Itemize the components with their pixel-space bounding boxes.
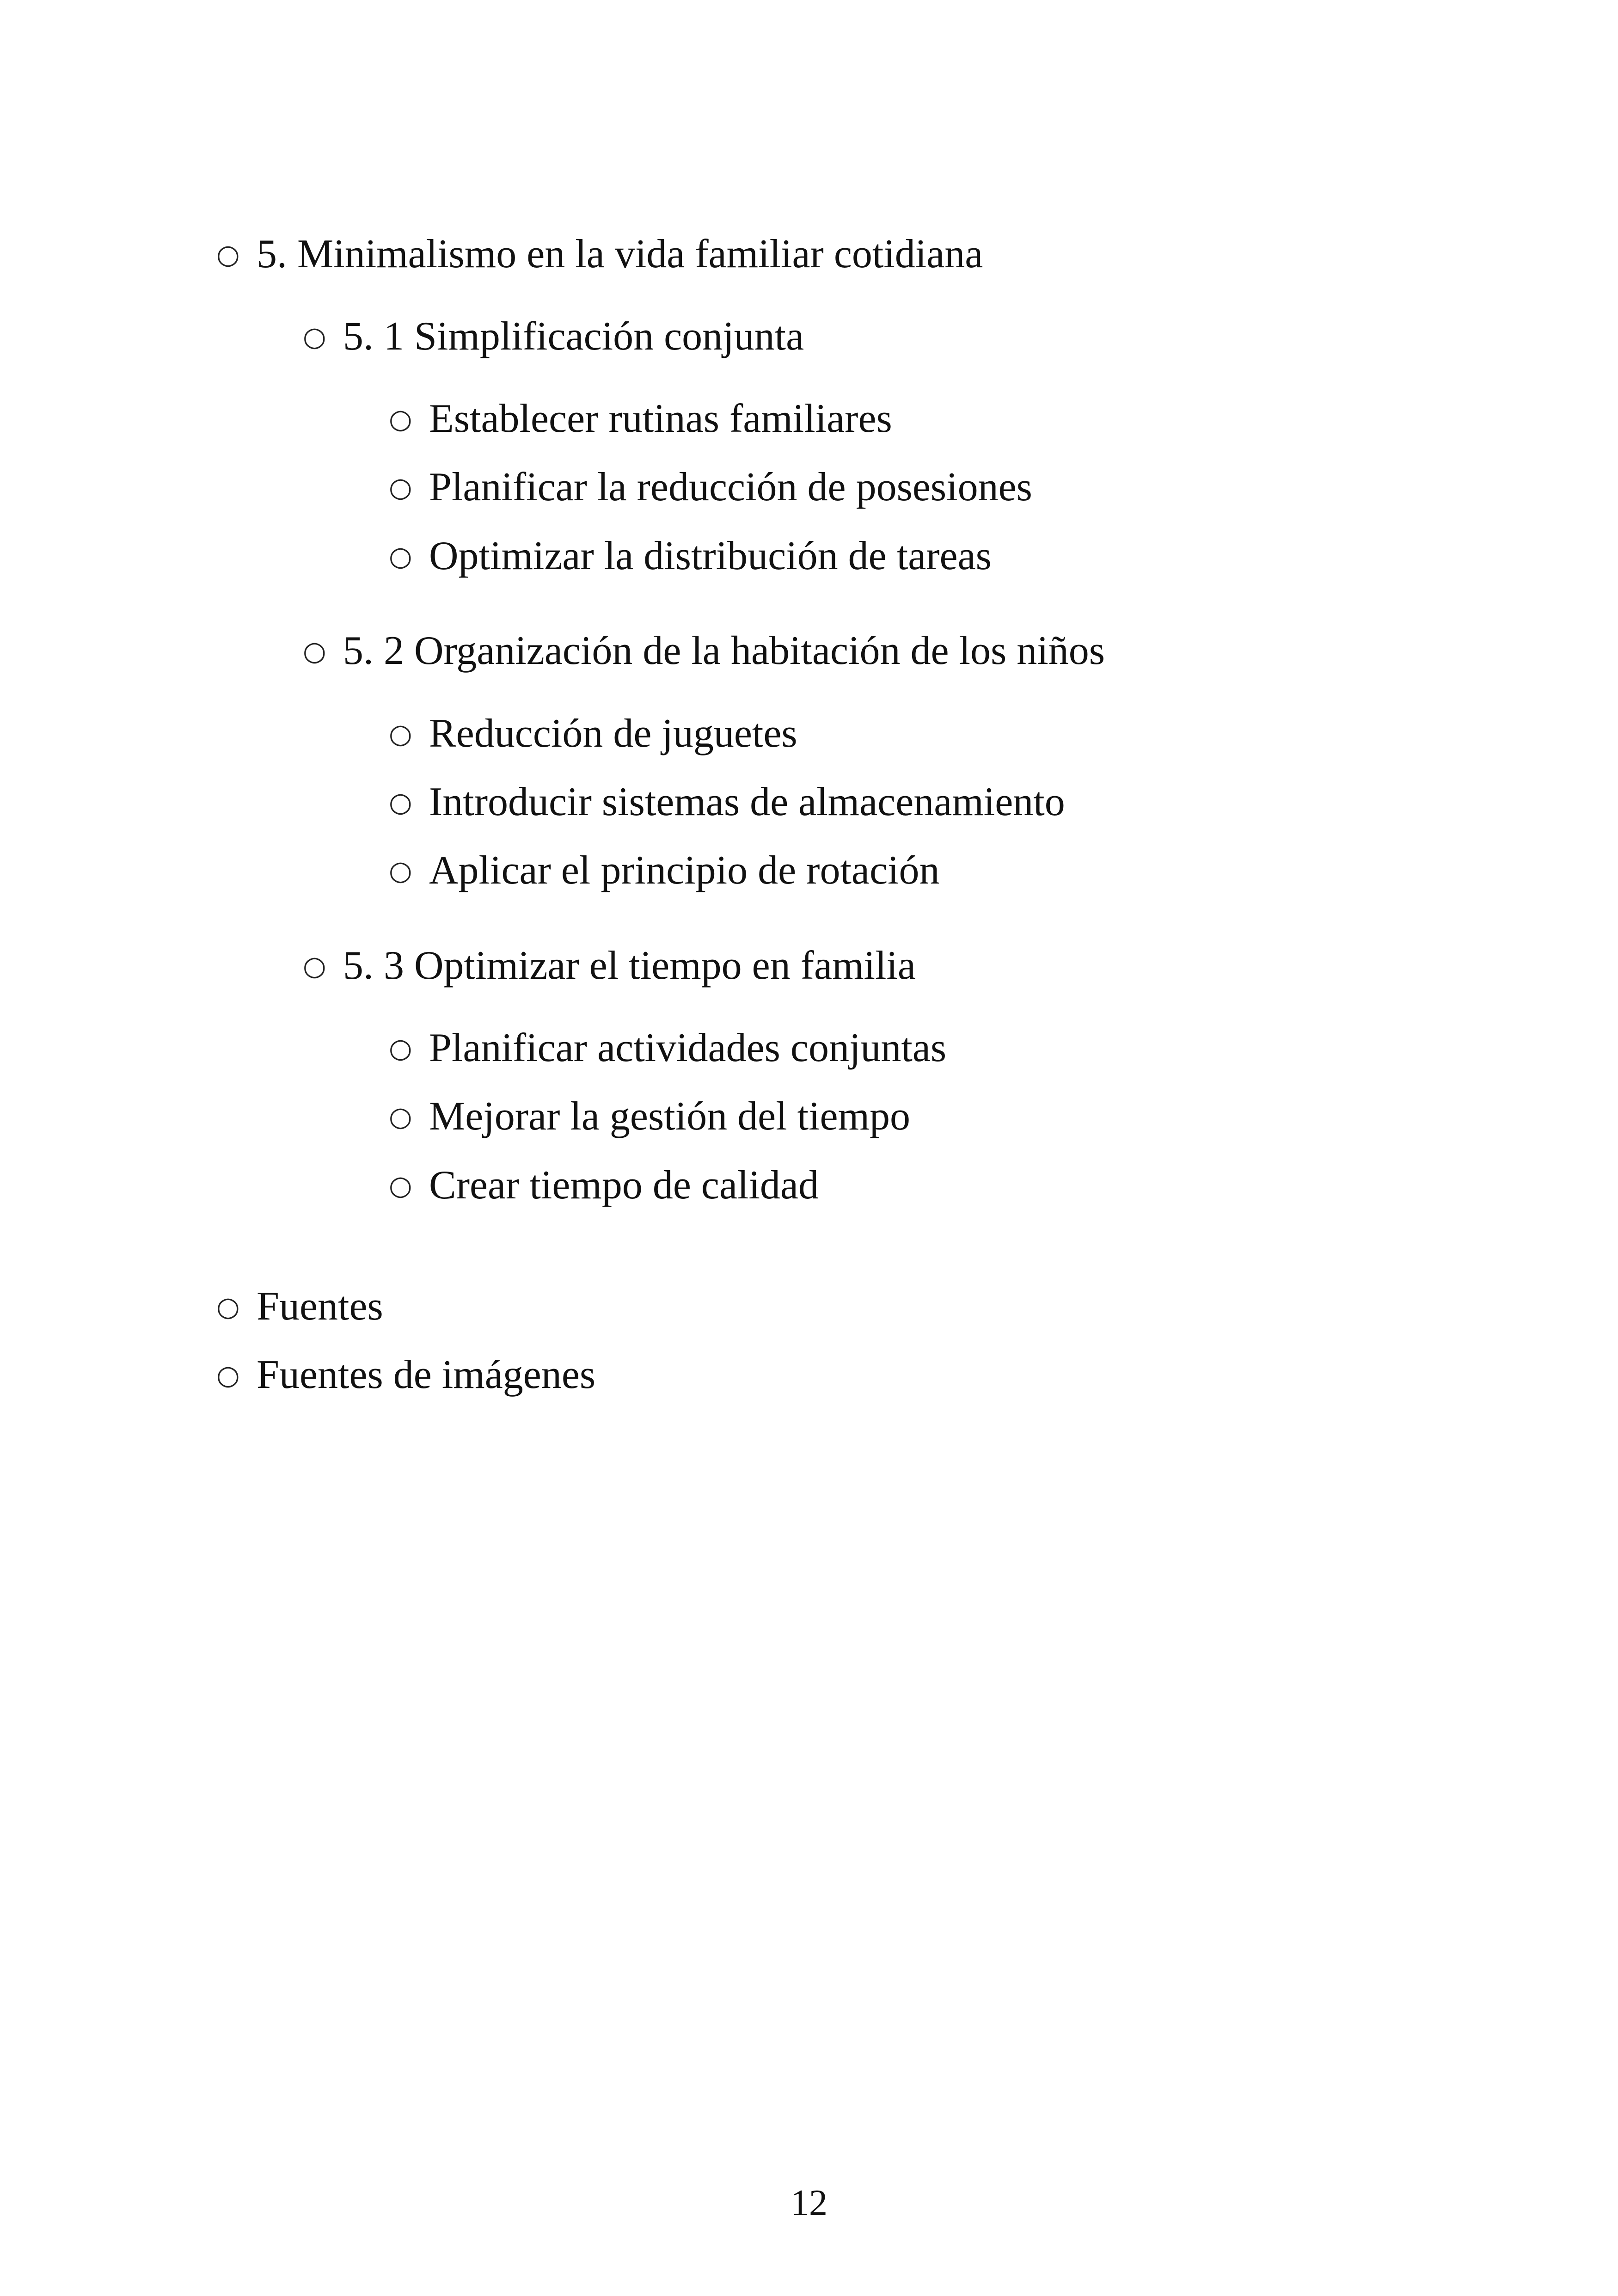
bullet-icon: ○ [303,950,326,982]
outline-section-title: 5. Minimalismo en la vida familiar cotidiana [257,232,983,276]
bullet-icon: ○ [389,786,412,818]
bullet-icon: ○ [389,540,412,572]
bullet-icon: ○ [216,1359,240,1391]
outline-item: Optimizar la distribución de tareas [429,534,992,578]
bullet-icon: ○ [389,718,412,749]
outline-item: Planificar la reducción de posesiones [429,465,1032,510]
outline-top-item: Fuentes de imágenes [257,1352,596,1397]
bullet-icon: ○ [389,1170,412,1201]
bullet-icon: ○ [389,1032,412,1064]
outline-top-item: Fuentes [257,1284,383,1329]
outline-item: Mejorar la gestión del tiempo [429,1094,911,1139]
outline-subsection-title: 5. 2 Organización de la habitación de los niños [343,628,1105,673]
bullet-icon: ○ [389,472,412,503]
page-number: 12 [791,2183,827,2223]
outline-item: Reducción de juguetes [429,711,797,756]
bullet-icon: ○ [216,1291,240,1322]
outline-item: Crear tiempo de calidad [429,1163,819,1208]
outline-item: Planificar actividades conjuntas [429,1025,947,1070]
outline-item: Aplicar el principio de rotación [429,848,940,893]
bullet-icon: ○ [216,239,240,270]
outline-item: Introducir sistemas de almacenamiento [429,780,1065,824]
bullet-icon: ○ [389,855,412,886]
bullet-icon: ○ [303,321,326,352]
bullet-icon: ○ [389,403,412,435]
outline-subsection-title: 5. 3 Optimizar el tiempo en familia [343,943,916,988]
bullet-icon: ○ [389,1101,412,1132]
outline-subsection-title: 5. 1 Simplificación conjunta [343,314,804,359]
bullet-icon: ○ [303,635,326,667]
outline-item: Establecer rutinas familiares [429,396,892,441]
